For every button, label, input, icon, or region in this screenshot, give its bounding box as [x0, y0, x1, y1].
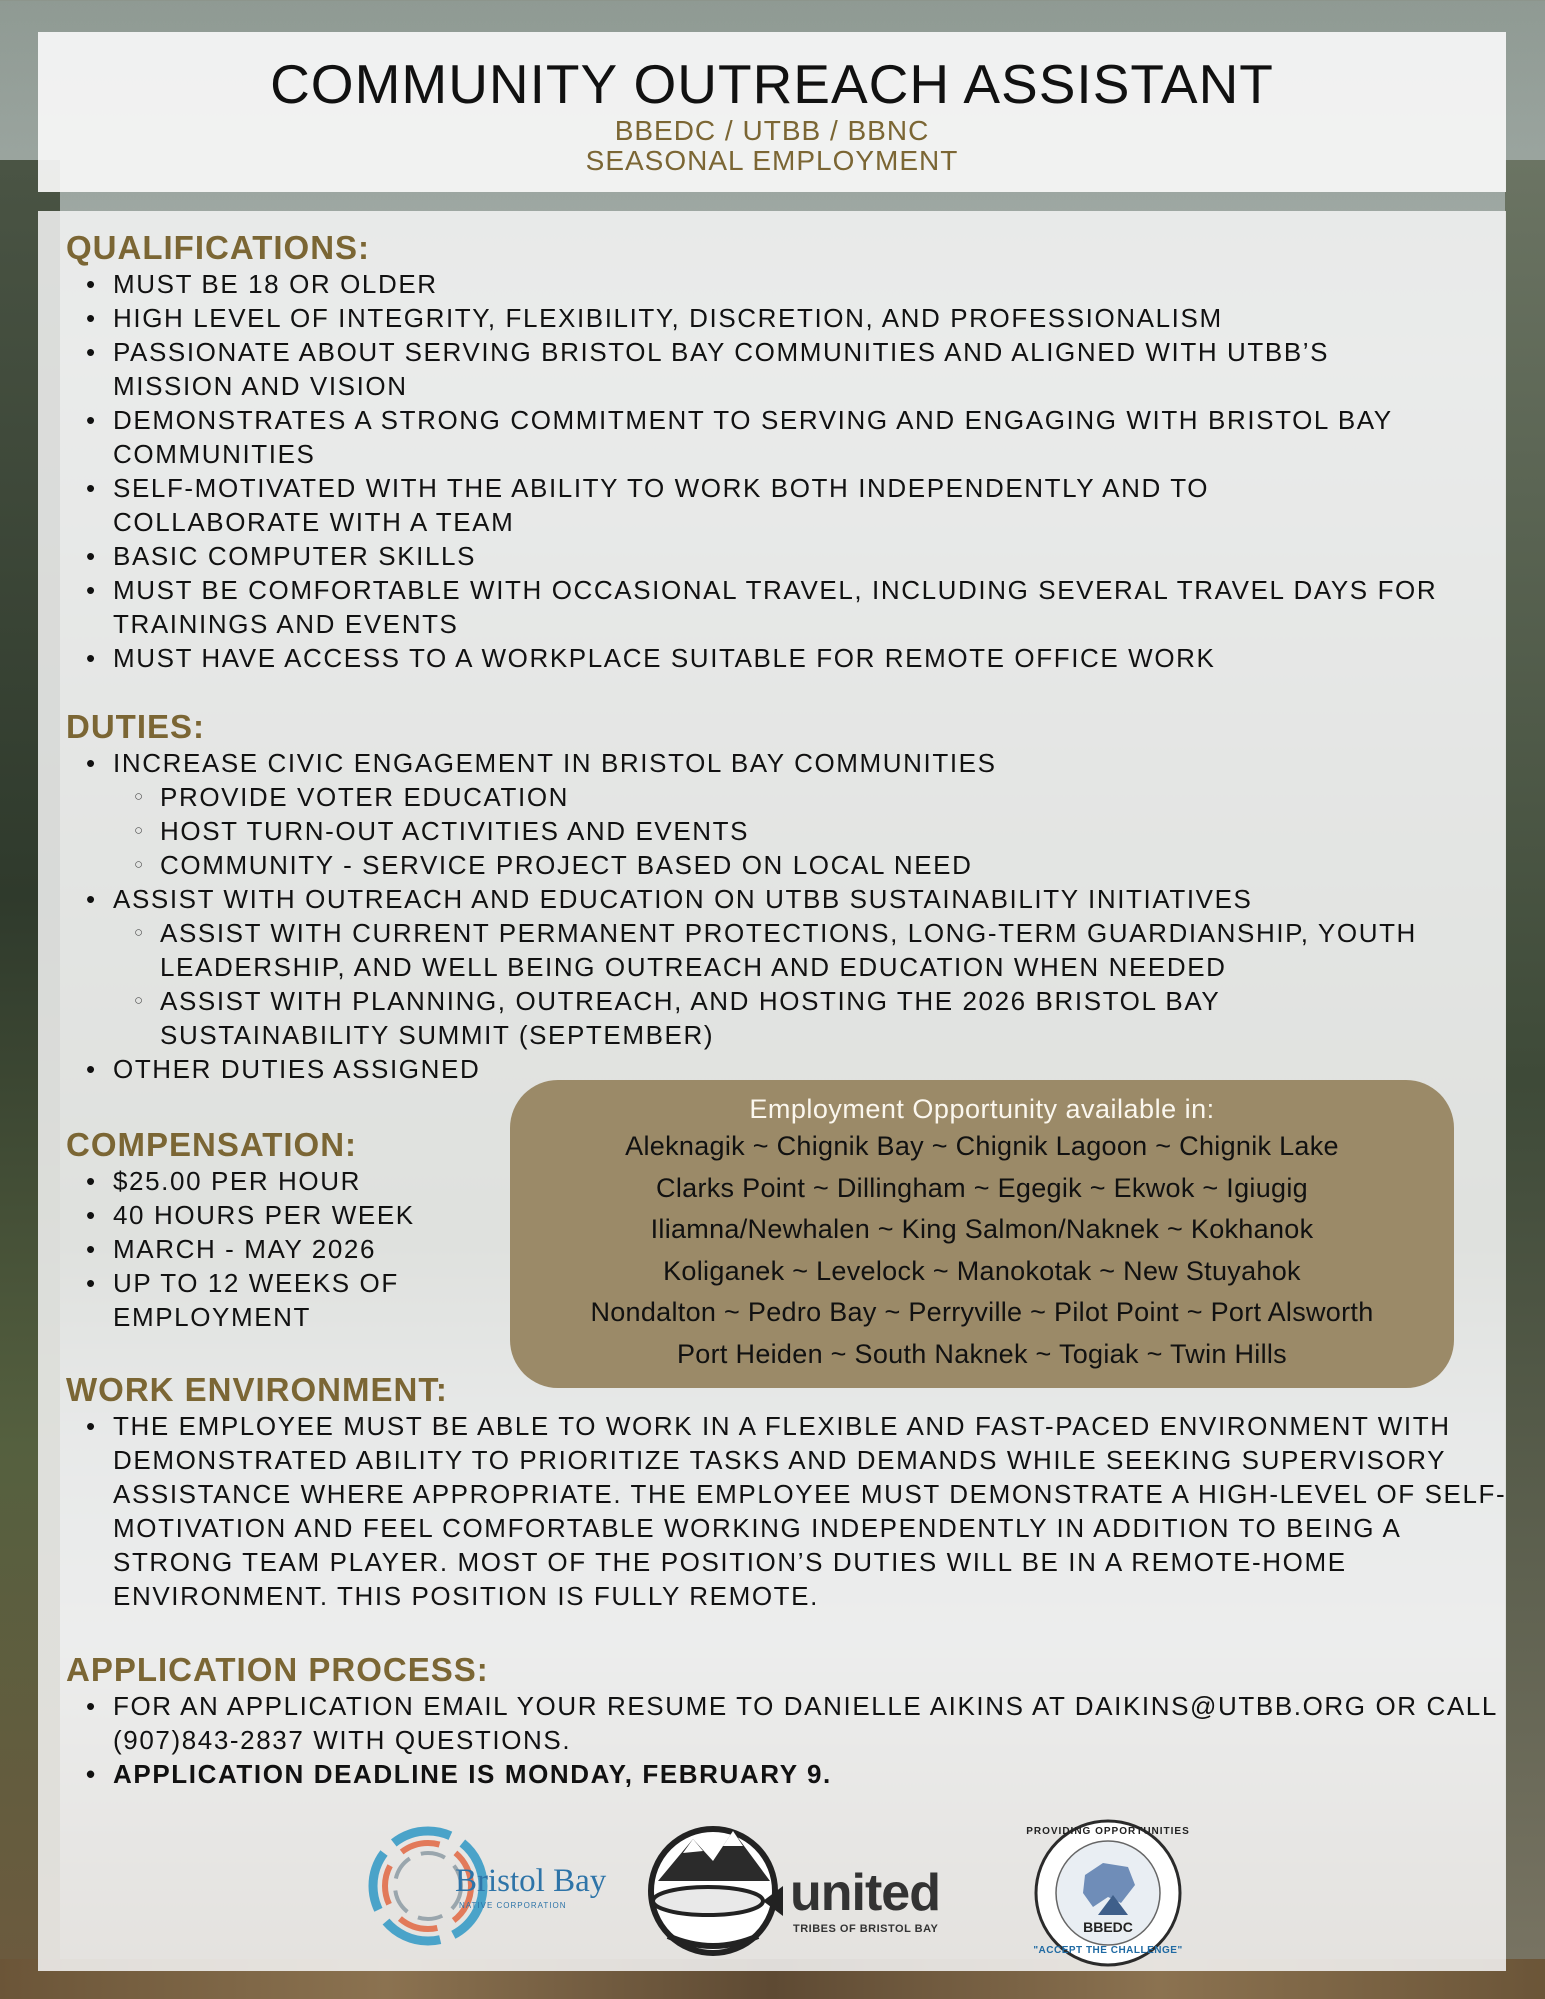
list-item: • ASSIST WITH OUTREACH AND EDUCATION ON UTBB SUSTAINABILITY INITIATIVES	[66, 882, 1486, 916]
list-item: • MUST BE COMFORTABLE WITH OCCASIONAL TRAVEL, INCLUDING SEVERAL TRAVEL DAYS FOR TRAININGS AND EVENTS	[66, 573, 1473, 641]
application-section	[66, 1651, 1497, 1791]
list-item: • UP TO 12 WEEKS OF EMPLOYMENT	[66, 1266, 433, 1334]
bbnc-logo-name: Bristol Bay	[455, 1863, 607, 1899]
work-environment-list	[66, 1409, 1507, 1613]
compensation-section	[66, 1126, 506, 1334]
list-item: • THE EMPLOYEE MUST BE ABLE TO WORK IN A FLEXIBLE AND FAST-PACED ENVIRONMENT WITH DEMONSTRATED ABILITY TO PRIORITIZE TASKS AND DEMANDS WHILE SEEKING SUPERVISORY ASSISTANCE WHERE APPROPRIATE. THE EMPLOYEE MUST DEMONSTRATE A HIGH-LEVEL OF SELF-MOTIVATION AND FEEL COMFORTABLE WORKING INDEPENDENTLY IN ADDITION TO BEING A STRONG TEAM PLAYER. MOST OF THE POSITION’S DUTIES WILL BE IN A REMOTE-HOME ENVIRONMENT. THIS POSITION IS FULLY REMOTE.	[66, 1409, 1513, 1613]
location-line: Aleknagik ~ Chignik Bay ~ Chignik Lagoon ~ Chignik Lake	[625, 1131, 1339, 1161]
list-item: • SELF-MOTIVATED WITH THE ABILITY TO WORK BOTH INDEPENDENTLY AND TO COLLABORATE WITH A TEAM	[66, 471, 1323, 539]
deadline-item: • APPLICATION DEADLINE IS MONDAY, FEBRUARY 9.	[66, 1757, 1486, 1791]
utbb-logo-sub: TRIBES OF BRISTOL BAY	[793, 1923, 939, 1935]
location-line: Iliamna/Newhalen ~ King Salmon/Naknek ~ Kokhanok	[650, 1214, 1314, 1244]
qualifications-section	[66, 229, 1486, 675]
subtitle-organizations: BBEDC / UTBB / BBNC	[614, 115, 930, 146]
list-item: • PASSIONATE ABOUT SERVING BRISTOL BAY COMMUNITIES AND ALIGNED WITH UTBB’S MISSION AND VISION	[66, 335, 1423, 403]
bbnc-logo	[363, 1821, 623, 1951]
list-item: • HIGH LEVEL OF INTEGRITY, FLEXIBILITY, DISCRETION, AND PROFESSIONALISM	[66, 301, 1486, 335]
work-environment-section	[66, 1371, 1507, 1613]
sub-list-item: ○ ASSIST WITH CURRENT PERMANENT PROTECTIONS, LONG-TERM GUARDIANSHIP, YOUTH LEADERSHIP, AND WELL BEING OUTREACH AND EDUCATION WHEN NEEDED	[66, 916, 1545, 984]
bbedc-logo-name: BBEDC	[1083, 1919, 1133, 1935]
subtitle-employment-type: SEASONAL EMPLOYMENT	[585, 145, 959, 176]
compensation-heading: COMPENSATION:	[66, 1126, 358, 1163]
list-item: • MARCH - MAY 2026	[66, 1232, 506, 1266]
sub-list-item: ○ PROVIDE VOTER EDUCATION	[66, 780, 1486, 814]
main-panel	[38, 211, 1506, 1971]
bbedc-logo-bottom-text: "ACCEPT THE CHALLENGE"	[1033, 1945, 1183, 1956]
list-item: • OTHER DUTIES ASSIGNED	[66, 1052, 1486, 1086]
list-item: • MUST HAVE ACCESS TO A WORKPLACE SUITABLE FOR REMOTE OFFICE WORK	[66, 641, 1486, 675]
bbnc-logo-sub: NATIVE CORPORATION	[459, 1901, 567, 1910]
bbedc-logo	[1023, 1815, 1193, 1970]
location-line: Koliganek ~ Levelock ~ Manokotak ~ New Stuyahok	[663, 1255, 1301, 1286]
list-item: • BASIC COMPUTER SKILLS	[66, 539, 1486, 573]
list-item: • $25.00 PER HOUR	[66, 1164, 506, 1198]
duties-list	[66, 746, 1486, 1086]
sub-list-item: ○ COMMUNITY - SERVICE PROJECT BASED ON LOCAL NEED	[66, 848, 1486, 882]
header-panel	[38, 32, 1506, 192]
sub-list-item: ○ ASSIST WITH PLANNING, OUTREACH, AND HOSTING THE 2026 BRISTOL BAY SUSTAINABILITY SUMMIT (SEPTEMBER)	[66, 984, 1360, 1052]
utbb-logo-name: united	[790, 1864, 940, 1922]
qualifications-heading: QUALIFICATIONS:	[66, 229, 371, 266]
application-heading: APPLICATION PROCESS:	[66, 1651, 489, 1688]
page-title: COMMUNITY OUTREACH ASSISTANT	[270, 53, 1274, 115]
location-line: Port Heiden ~ South Naknek ~ Togiak ~ Twin Hills	[677, 1338, 1287, 1369]
duties-section	[66, 708, 1486, 1086]
opportunity-heading: Employment Opportunity available in:	[749, 1094, 1215, 1124]
list-item: • 40 HOURS PER WEEK	[66, 1198, 506, 1232]
work-environment-heading: WORK ENVIRONMENT:	[66, 1371, 448, 1408]
list-item: • MUST BE 18 OR OLDER	[66, 267, 1486, 301]
sub-list-item: ○ HOST TURN-OUT ACTIVITIES AND EVENTS	[66, 814, 1486, 848]
duties-heading: DUTIES:	[66, 708, 205, 745]
qualifications-list	[66, 267, 1486, 675]
list-item: • FOR AN APPLICATION EMAIL YOUR RESUME TO DANIELLE AIKINS AT DAIKINS@UTBB.ORG OR CALL (907)843-2837 WITH QUESTIONS.	[66, 1689, 1513, 1757]
location-line: Nondalton ~ Pedro Bay ~ Perryville ~ Pilot Point ~ Port Alsworth	[590, 1297, 1374, 1327]
location-line: Clarks Point ~ Dillingham ~ Egegik ~ Ekwok ~ Igiugig	[656, 1172, 1308, 1203]
application-list	[66, 1689, 1497, 1791]
utbb-mountain-fish-icon	[638, 1811, 788, 1961]
bbedc-logo-top-text: PROVIDING OPPORTUNITIES	[1026, 1826, 1190, 1837]
opportunity-locations-box	[510, 1080, 1454, 1388]
utbb-logo	[638, 1811, 998, 1961]
compensation-list	[66, 1164, 506, 1334]
list-item: • DEMONSTRATES A STRONG COMMITMENT TO SERVING AND ENGAGING WITH BRISTOL BAY COMMUNITIES	[66, 403, 1503, 471]
list-item: • INCREASE CIVIC ENGAGEMENT IN BRISTOL BAY COMMUNITIES	[66, 746, 1486, 780]
